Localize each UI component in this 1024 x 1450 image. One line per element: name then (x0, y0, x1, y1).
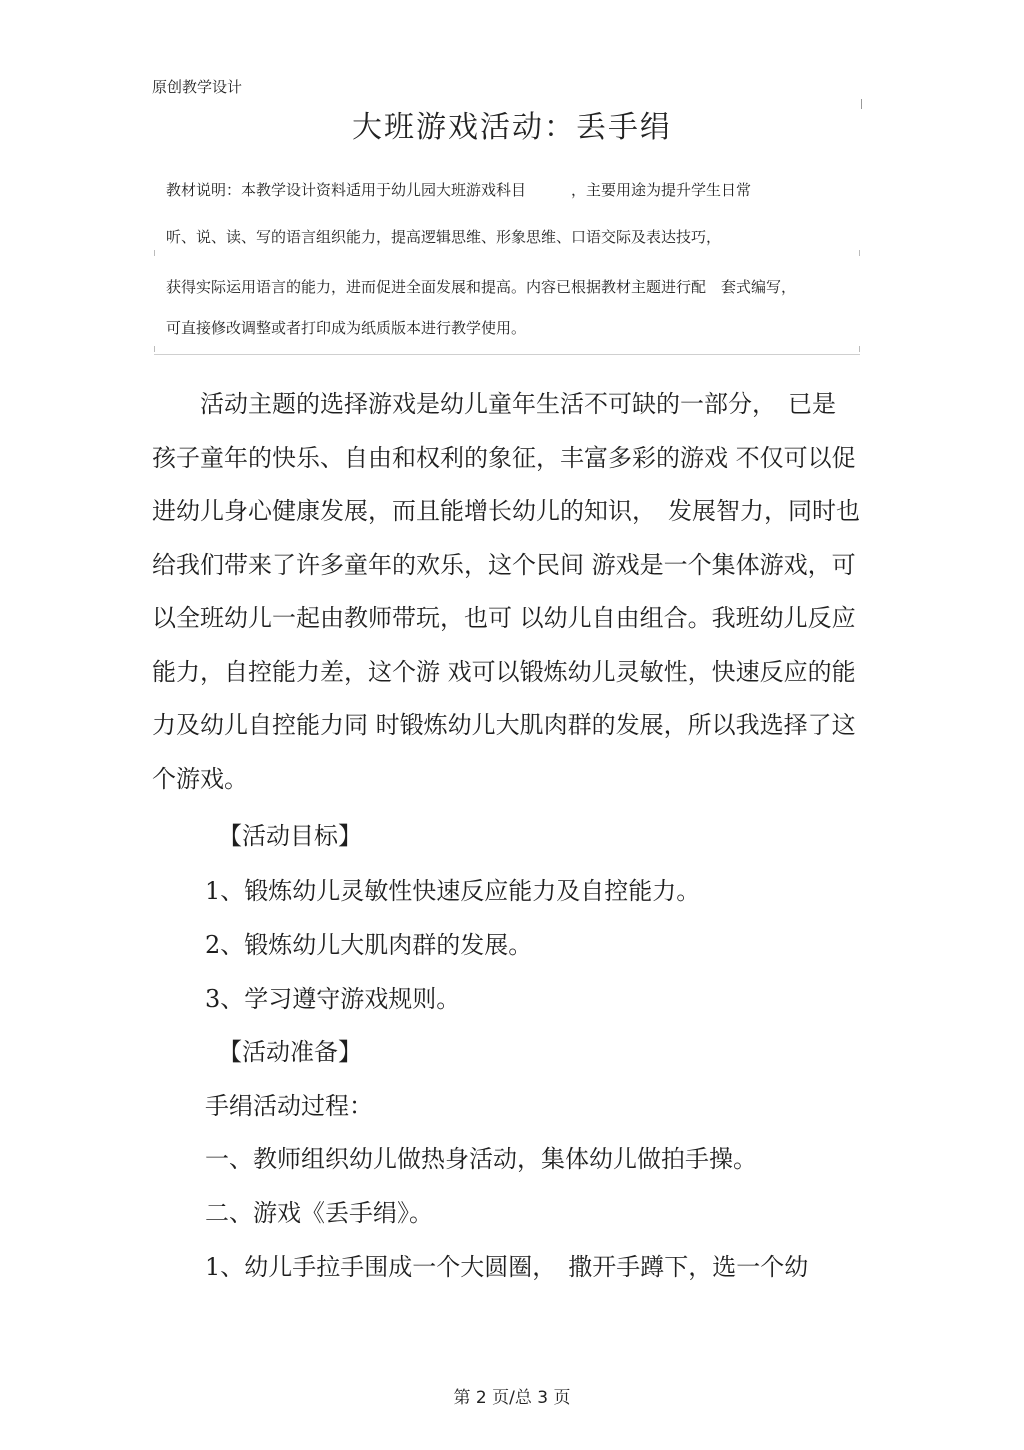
notice-line: 听、说、读、写的语言组织能力，提高逻辑思维、形象思维、口语交际及表达技巧， (166, 228, 722, 246)
goal-item: 2、锻炼幼儿大肌肉群的发展。 (205, 931, 533, 959)
notice-line: 教材说明：本教学设计资料适用于幼儿园大班游戏科目 ，主要用途为提升学生日常 (166, 181, 752, 199)
notice-line: 可直接修改调整或者打印成为纸质版本进行教学使用。 (166, 319, 527, 337)
body-line: 活动主题的选择游戏是幼儿童年生活不可缺的一部分， 已是 (152, 390, 836, 418)
prep-heading: 【活动准备】 (218, 1038, 362, 1066)
page-indicator: 第 2 页/总 3 页 (453, 1388, 571, 1408)
goal-item: 3、学习遵守游戏规则。 (205, 985, 461, 1013)
body-line: 进幼儿身心健康发展，而且能增长幼儿的知识， 发展智力，同时也 (152, 497, 860, 525)
notice-line: 获得实际运用语言的能力，进而促进全面发展和提高。内容已根据教材主题进行配 套式编写， (166, 278, 797, 296)
material-notice-box (154, 170, 860, 355)
margin-tick (154, 250, 155, 256)
process-title: 手绢活动过程： (205, 1092, 373, 1120)
margin-tick (859, 250, 860, 256)
goal-item: 1、锻炼幼儿灵敏性快速反应能力及自控能力。 (205, 877, 701, 905)
step-item: 1、幼儿手拉手围成一个大圆圈， 撒开手蹲下，选一个幼 (205, 1253, 809, 1281)
body-line: 能力，自控能力差，这个游 戏可以锻炼幼儿灵敏性，快速反应的能 (152, 657, 856, 686)
step-item: 二、游戏《丢手绢》。 (205, 1199, 433, 1227)
body-line: 以全班幼儿一起由教师带玩，也可 以幼儿自由组合。我班幼儿反应 (152, 604, 856, 632)
body-paragraph (152, 378, 872, 806)
body-line: 力及幼儿自控能力同 时锻炼幼儿大肌肉群的发展，所以我选择了这 (152, 711, 856, 739)
goals-heading: 【活动目标】 (218, 822, 362, 850)
body-line: 个游戏。 (152, 764, 248, 793)
body-line: 孩子童年的快乐、自由和权利的象征，丰富多彩的游戏 不仅可以促 (152, 443, 856, 472)
body-line: 给我们带来了许多童年的欢乐，这个民间 游戏是一个集体游戏，可 (152, 550, 856, 579)
step-item: 一、教师组织幼儿做热身活动，集体幼儿做拍手操。 (205, 1145, 757, 1173)
document-title: 大班游戏活动：丢手绢 (352, 110, 672, 145)
margin-tick (859, 346, 860, 352)
header-label: 原创教学设计 (152, 78, 243, 96)
margin-tick (154, 346, 155, 352)
